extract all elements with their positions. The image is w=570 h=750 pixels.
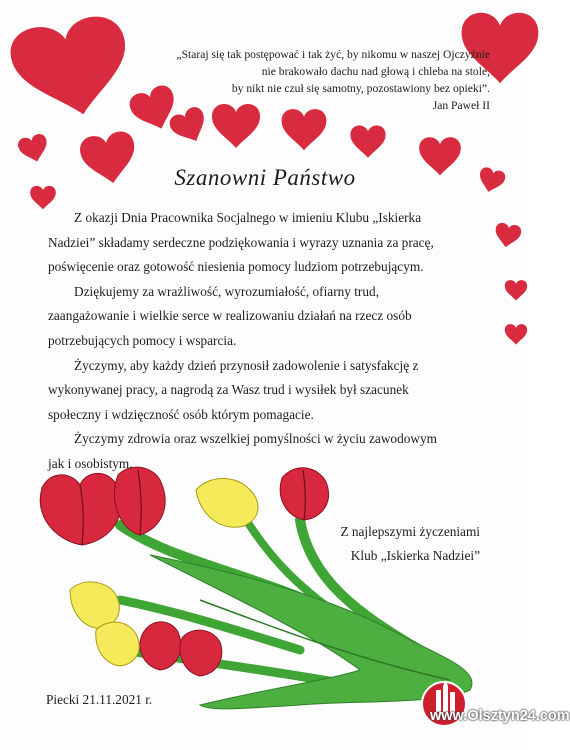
body-line: Z okazji Dnia Pracownika Socjalnego w imieniu Klubu „Iskierka — [74, 210, 422, 225]
watermark-logo-icon — [412, 676, 524, 736]
quote-line: nie brakowało dachu nad głową i chleba na stole, — [261, 65, 490, 78]
body-line: jak i osobistym. — [48, 455, 133, 471]
tulip-red-4 — [140, 622, 181, 670]
tulip-yellow-2 — [70, 582, 119, 628]
quote-block — [120, 46, 490, 114]
tulip-yellow-1 — [196, 479, 258, 528]
watermark-text: www.Olsztyn24.com — [430, 708, 570, 724]
letter-body — [48, 206, 480, 477]
quote-author: Jan Paweł II — [432, 99, 490, 112]
closing-line: Z najlepszymi życzeniami — [340, 524, 480, 539]
greeting-heading: Szanowni Państwo — [174, 165, 356, 190]
closing-signature: Klub „Iskierka Nadziei” — [350, 548, 480, 563]
letter-date: Piecki 21.11.2021 r. — [46, 692, 153, 707]
tulip-yellow-3 — [96, 622, 139, 666]
body-line: Życzymy zdrowia oraz wszelkiej pomyślności w życiu zawodowym — [74, 431, 437, 447]
body-line: Dziękujemy za wrażliwość, wyrozumiałość, ofiarny trud, — [74, 283, 379, 299]
body-line: społeczny i wdzięczność osób którym pomagacie. — [48, 406, 314, 422]
quote-line: by nikt nie czuł się samotny, pozostawiony bez opieki”. — [231, 82, 490, 95]
closing-block — [300, 520, 480, 568]
body-line: Nadziei” składamy serdeczne podziękowania i wyrazy uznania za pracę, — [48, 234, 434, 250]
body-line: Życzymy, aby każdy dzień przynosił zadowolenie i satysfakcję z — [74, 357, 419, 373]
quote-line: „Staraj się tak postępować i tak żyć, by nikomu w naszej Ojczyźnie — [176, 48, 490, 61]
tulip-red-1 — [40, 473, 121, 545]
watermark — [412, 676, 570, 736]
body-line: potrzebujących pomocy i wsparcia. — [48, 332, 237, 348]
body-line: zaangażowanie i wielkie serce w realizowaniu działań na rzecz osób — [48, 308, 412, 324]
body-line: poświęcenie oraz gotowość niesienia pomocy ludziom potrzebującym. — [48, 259, 424, 275]
tulip-red-5 — [180, 630, 222, 676]
body-line: wykonywanej pracy, a nagrodą za Wasz trud i wysiłek był szacunek — [48, 382, 409, 398]
